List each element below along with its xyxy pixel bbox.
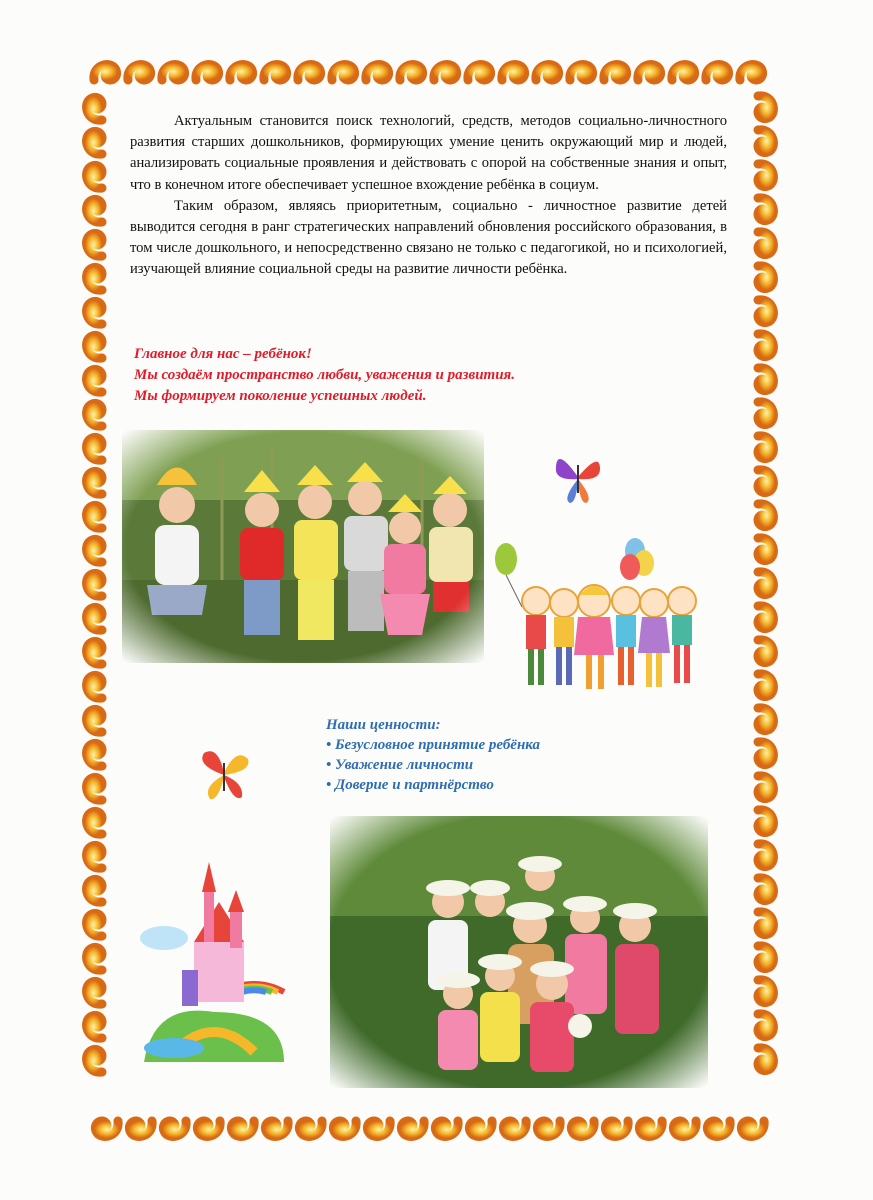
paragraph-2: Таким образом, являясь приоритетным, социально - личностное развитие детей выводится сегодня в ранг стратегических направлений обновления российского образования, в том числе дошкольного, и непосредственно связано не только с педагогикой, но и психологией, изучающей влияние социальной среды на развитие личности ребёнка. bbox=[130, 197, 727, 278]
value-item: • Безусловное принятие ребёнка bbox=[326, 735, 540, 755]
paragraph-1: Актуальным становится поиск технологий, средств, методов социально-личностного развития старших дошкольников, формирующих умение ценить окружающий мир и людей, анализировать социальные проявления и действовать с опорой на собственные знания и опыт, что в конечном итоге обеспечивает успешное вхождение ребёнка в социум. bbox=[130, 113, 727, 193]
castle-icon bbox=[134, 862, 294, 1064]
butterfly-icon bbox=[552, 447, 604, 507]
balloon-icon bbox=[495, 543, 517, 575]
children-photo-wreaths bbox=[330, 816, 708, 1088]
butterfly-icon bbox=[196, 743, 252, 805]
motto-line-1: Главное для нас – ребёнок! bbox=[134, 346, 312, 362]
values-title: Наши ценности: bbox=[326, 717, 441, 733]
value-item: • Уважение личности bbox=[326, 755, 540, 775]
values-block bbox=[326, 715, 540, 795]
value-item: • Доверие и партнёрство bbox=[326, 775, 540, 795]
motto-block bbox=[134, 344, 515, 407]
motto-line-2: Мы создаём пространство любви, уважения и развития. bbox=[134, 367, 516, 383]
motto-line-3: Мы формируем поколение успешных людей. bbox=[134, 388, 427, 404]
children-photo-hats bbox=[122, 430, 484, 663]
intro-text bbox=[130, 111, 727, 281]
cartoon-kids-balloons bbox=[492, 537, 728, 699]
